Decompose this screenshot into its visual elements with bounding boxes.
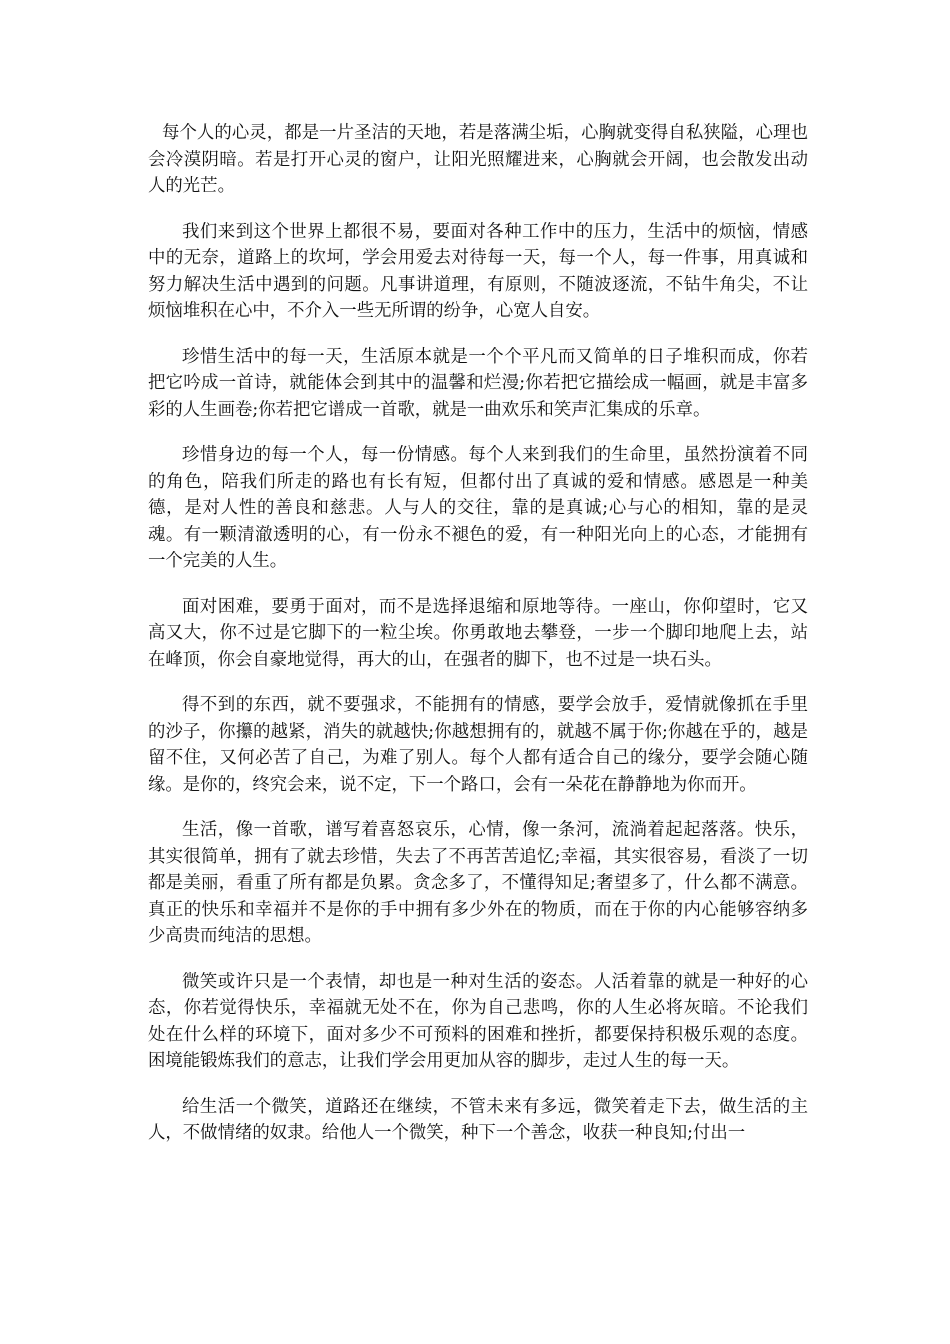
paragraph-3: 珍惜生活中的每一天，生活原本就是一个个平凡而又简单的日子堆积而成，你若把它吟成一首诗，就能体会到其中的温馨和烂漫;你若把它描绘成一幅画，就是丰富多彩的人生画卷;你若把它谱成一首歌，就是一曲欢乐和笑声汇集成的乐章。 (148, 346, 808, 420)
paragraph-9: 给生活一个微笑，道路还在继续，不管未来有多远，微笑着走下去，做生活的主人，不做情绪的奴隶。给他人一个微笑，种下一个善念，收获一种良知;付出一 (148, 1096, 808, 1143)
paragraph-5: 面对困难，要勇于面对，而不是选择退缩和原地等待。一座山，你仰望时，它又高又大，你不过是它脚下的一粒尘埃。你勇敢地去攀登，一步一个脚印地爬上去，站在峰顶，你会自豪地觉得，再大的山，在强者的脚下，也不过是一块石头。 (148, 596, 808, 670)
paragraph-2: 我们来到这个世界上都很不易，要面对各种工作中的压力，生活中的烦恼，情感中的无奈，道路上的坎坷，学会用爱去对待每一天，每一个人，每一件事，用真诚和努力解决生活中遇到的问题。凡事讲道理，有原则，不随波逐流，不钻牛角尖，不让烦恼堆积在心中，不介入一些无所谓的纷争，心宽人自安。 (148, 221, 808, 321)
paragraph-8: 微笑或许只是一个表情，却也是一种对生活的姿态。人活着靠的就是一种好的心态，你若觉得快乐，幸福就无处不在，你为自己悲鸣，你的人生必将灰暗。不论我们处在什么样的环境下，面对多少不可预料的困难和挫折，都要保持积极乐观的态度。困境能锻炼我们的意志，让我们学会用更加从容的脚步，走过人生的每一天。 (148, 971, 808, 1071)
document-body (148, 120, 808, 1166)
paragraph-4: 珍惜身边的每一个人，每一份情感。每个人来到我们的生命里，虽然扮演着不同的角色，陪我们所走的路也有长有短，但都付出了真诚的爱和情感。感恩是一种美德，是对人性的善良和慈悲。人与人的交往，靠的是真诚;心与心的相知，靠的是灵魂。有一颗清澈透明的心，有一份永不褪色的爱，有一种阳光向上的心态，才能拥有一个完美的人生。 (148, 445, 808, 571)
paragraph-7: 生活，像一首歌，谱写着喜怒哀乐，心情，像一条河，流淌着起起落落。快乐，其实很简单，拥有了就去珍惜，失去了不再苦苦追忆;幸福，其实很容易，看淡了一切都是美丽，看重了所有都是负累。贪念多了，不懂得知足;奢望多了，什么都不满意。真正的快乐和幸福并不是你的手中拥有多少外在的物质，而在于你的内心能够容纳多少高贵而纯洁的思想。 (148, 820, 808, 946)
paragraph-1: 每个人的心灵，都是一片圣洁的天地，若是落满尘垢，心胸就变得自私狭隘，心理也会冷漠阴暗。若是打开心灵的窗户，让阳光照耀进来，心胸就会开阔，也会散发出动人的光芒。 (148, 123, 808, 196)
paragraph-6: 得不到的东西，就不要强求，不能拥有的情感，要学会放手，爱情就像抓在手里的沙子，你攥的越紧，消失的就越快;你越想拥有的，就越不属于你;你越在乎的，越是留不住，又何必苦了自己，为难了别人。每个人都有适合自己的缘分，要学会随心随缘。是你的，终究会来，说不定，下一个路口，会有一朵花在静静地为你而开。 (148, 695, 808, 795)
